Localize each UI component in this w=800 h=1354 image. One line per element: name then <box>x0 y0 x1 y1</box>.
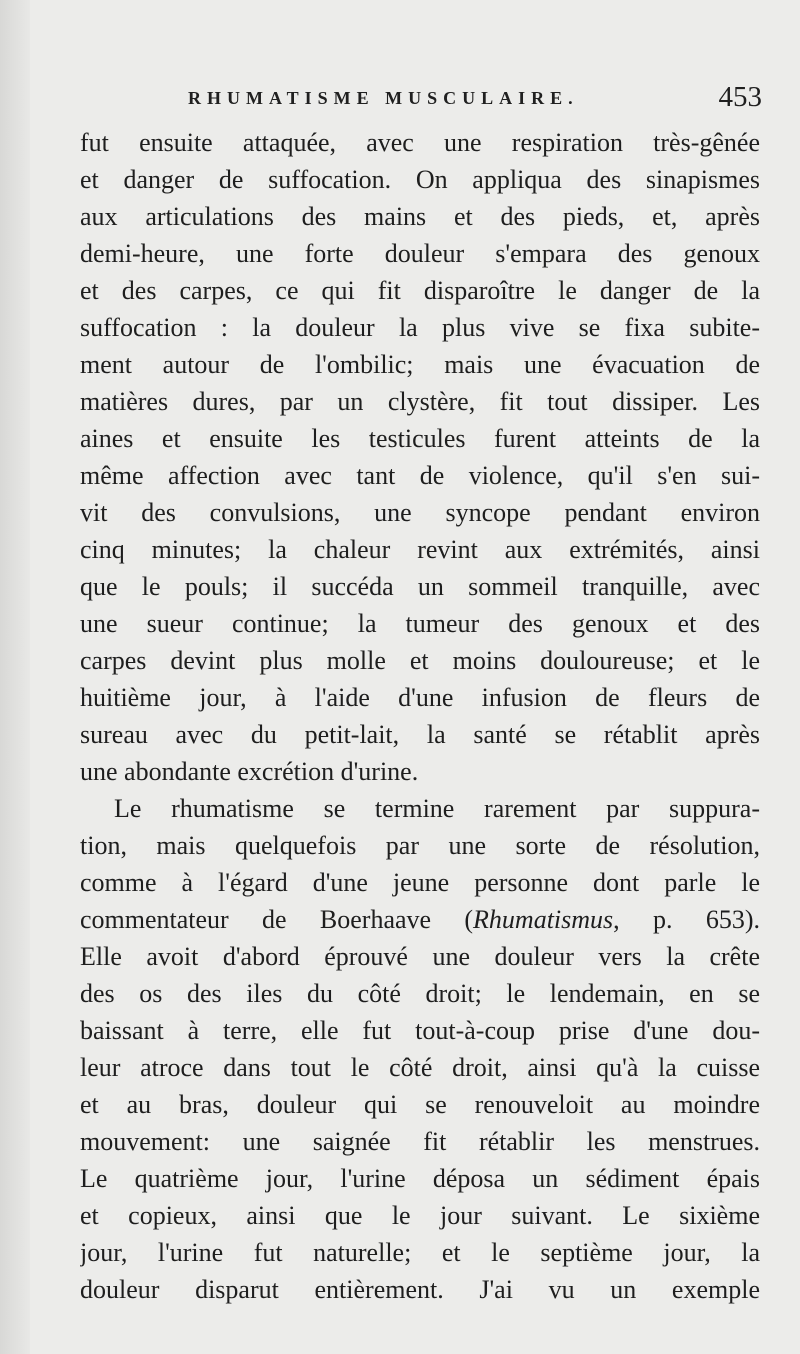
text-line: Le rhumatisme se termine rarement par suppura- <box>114 794 760 823</box>
text-line: jour, l'urine fut naturelle; et le septième jour, la <box>80 1238 760 1267</box>
text-line: aux articulations des mains et des pieds, et, après <box>80 202 760 231</box>
running-head <box>80 81 766 118</box>
page-number: 453 <box>718 81 762 113</box>
paragraph-1 <box>80 124 760 790</box>
text-line: sureau avec du petit-lait, la santé se rétablit après <box>80 720 760 749</box>
text-line: que le pouls; il succéda un sommeil tranquille, avec <box>80 572 760 601</box>
text-line: fut ensuite attaquée, avec une respiration très-gênée <box>80 128 760 157</box>
text-line: baissant à terre, elle fut tout-à-coup prise d'une dou- <box>80 1016 760 1045</box>
text-line: vit des convulsions, une syncope pendant environ <box>80 498 760 527</box>
text-line: et danger de suffocation. On appliqua des sinapismes <box>80 165 760 194</box>
running-title: RHUMATISME MUSCULAIRE. <box>188 88 579 108</box>
citation-line <box>80 901 760 938</box>
text-line: et des carpes, ce qui fit disparoître le danger de la <box>80 276 760 305</box>
text-line: comme à l'égard d'une jeune personne dont parle le <box>80 868 760 897</box>
text-line: aines et ensuite les testicules furent atteints de la <box>80 424 760 453</box>
text-line: tion, mais quelquefois par une sorte de résolution, <box>80 831 760 860</box>
text-line: et copieux, ainsi que le jour suivant. Le sixième <box>80 1201 760 1230</box>
text-line: Elle avoit d'abord éprouvé une douleur vers la crête <box>80 942 760 971</box>
paragraph-2 <box>80 790 760 1308</box>
text-line: mouvement: une saignée fit rétablir les menstrues. <box>80 1127 760 1156</box>
citation-suffix: , p. 653). <box>613 905 760 934</box>
text-line: demi-heure, une forte douleur s'empara des genoux <box>80 239 760 268</box>
text-line: cinq minutes; la chaleur revint aux extrémités, ainsi <box>80 535 760 564</box>
text-line: une sueur continue; la tumeur des genoux et des <box>80 609 760 638</box>
text-line: ment autour de l'ombilic; mais une évacuation de <box>80 350 760 379</box>
citation-prefix: commentateur de Boerhaave ( <box>80 905 474 934</box>
text-line: leur atroce dans tout le côté droit, ainsi qu'à la cuisse <box>80 1053 760 1082</box>
text-line: douleur disparut entièrement. J'ai vu un exemple <box>80 1275 760 1304</box>
text-line: huitième jour, à l'aide d'une infusion de fleurs de <box>80 683 760 712</box>
page-edge-shadow <box>0 0 30 1354</box>
text-line: matières dures, par un clystère, fit tout dissiper. Les <box>80 387 760 416</box>
citation-work-title: Rhumatismus <box>473 905 614 934</box>
text-line: carpes devint plus molle et moins douloureuse; et le <box>80 646 760 675</box>
text-line: une abondante excrétion d'urine. <box>80 757 419 786</box>
text-line: des os des iles du côté droit; le lendemain, en se <box>80 979 760 1008</box>
text-line: suffocation : la douleur la plus vive se fixa subite- <box>80 313 760 342</box>
body-text <box>80 124 760 1308</box>
text-line: Le quatrième jour, l'urine déposa un sédiment épais <box>80 1164 760 1193</box>
text-line: et au bras, douleur qui se renouveloit au moindre <box>80 1090 760 1119</box>
text-line: même affection avec tant de violence, qu'il s'en sui- <box>80 461 760 490</box>
